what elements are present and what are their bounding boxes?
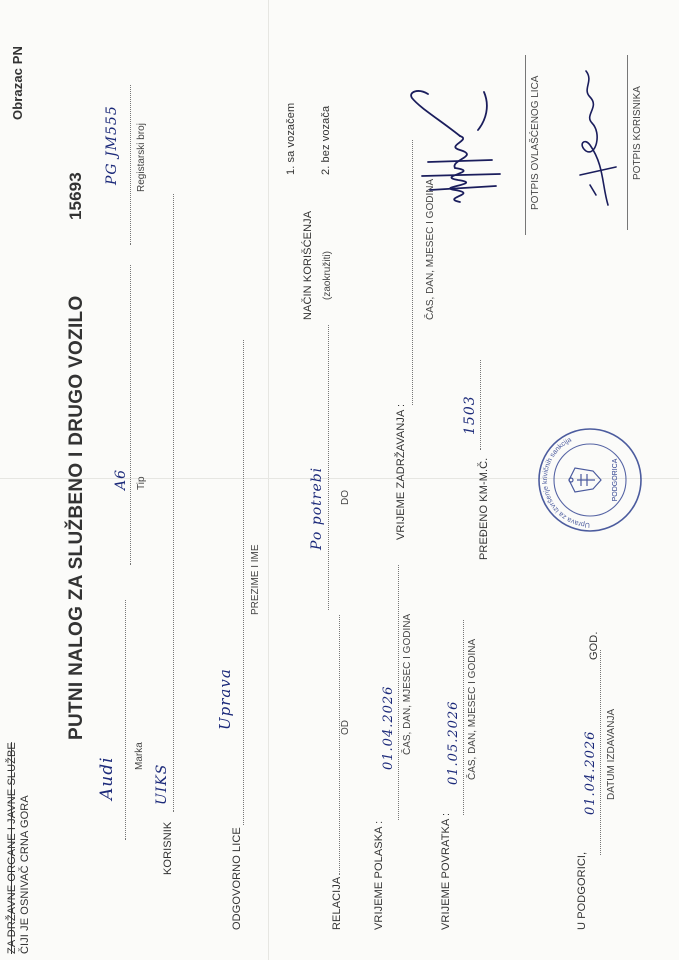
usage-mode-label: NAČIN KORIŠĆENJA	[302, 210, 314, 320]
return-line	[463, 620, 464, 815]
route-to-caption: DO	[340, 490, 351, 505]
departure-caption: ČAS, DAN, MJESEC I GODINA	[402, 613, 413, 755]
coat-of-arms-icon	[569, 468, 601, 492]
authorized-signature-caption: POTPIS OVLAŠĆENOG LICA	[530, 75, 541, 210]
vehicle-brand-line	[125, 600, 126, 840]
registration-line	[130, 85, 131, 245]
authorized-signature	[400, 80, 510, 220]
route-from-caption: OD	[340, 720, 351, 735]
issuer-line-1: ZA DRŽAVNE ORGANE I JAVNE SLUŽBE	[6, 742, 18, 954]
serial-number: 15693	[66, 172, 85, 220]
responsible-line	[243, 340, 244, 825]
stay-caption: ČAS, DAN, MJESEC I GODINA	[425, 178, 436, 320]
stay-label: VRIJEME ZADRŽAVANJA :	[395, 403, 407, 540]
issue-place-label: U PODGORICI,	[576, 851, 588, 930]
user-value: UIKS	[154, 763, 170, 805]
route-to-line	[328, 325, 329, 610]
return-caption: ČAS, DAN, MJESEC I GODINA	[467, 638, 478, 780]
route-from-line	[339, 615, 340, 875]
usage-mode-option-2: 2. bez vozača	[320, 105, 332, 175]
issue-date-line	[600, 650, 601, 855]
issue-date-caption: DATUM IZDAVANJA	[606, 708, 617, 800]
vehicle-type-label: Tip	[136, 476, 147, 490]
distance-label: PREĐENO KM-M.Č.	[478, 457, 490, 560]
vehicle-brand-label: Marka	[134, 742, 145, 770]
registration-label: Registarski broj	[136, 123, 147, 192]
return-value: 01.05.2026	[446, 700, 461, 785]
user-label: KORISNIK	[162, 821, 174, 875]
usage-mode-option-1: 1. sa vozačem	[285, 102, 297, 175]
issuer-line-2: ČIJI JE OSNIVAČ CRNA GORA	[19, 795, 31, 954]
stamp-city: PODGORICA	[612, 458, 619, 502]
stamp-ring-text: Uprava za izvršenje krivičnih sankcija	[541, 436, 591, 529]
return-label: VRIJEME POVRATKA :	[440, 812, 452, 930]
issue-year-suffix: GOD.	[588, 631, 600, 660]
responsible-value: Uprava	[216, 668, 234, 730]
authorized-signature-line	[525, 55, 526, 235]
user-signature	[560, 65, 630, 215]
issue-date-value: 01.04.2026	[583, 730, 598, 815]
responsible-caption: PREZIME I IME	[250, 544, 261, 615]
official-stamp	[535, 425, 645, 535]
departure-value: 01.04.2026	[381, 685, 396, 770]
distance-line	[480, 360, 481, 450]
form-code: Obrazac PN	[10, 46, 25, 120]
user-signature-line	[627, 55, 628, 230]
page-title: PUTNI NALOG ZA SLUŽBENO I DRUGO VOZILO	[66, 295, 87, 740]
user-signature-caption: POTPIS KORISNIKA	[632, 86, 643, 180]
vehicle-type-value: A6	[113, 468, 129, 490]
vehicle-brand-value: Audi	[97, 756, 117, 800]
route-value: Po potrebi	[309, 466, 325, 550]
responsible-label: ODGOVORNO LICE	[231, 827, 243, 930]
departure-label: VRIJEME POLASKA :	[373, 820, 385, 930]
departure-line	[398, 565, 399, 820]
registration-value: PG JM555	[104, 105, 120, 185]
usage-mode-hint: (zaokružiti)	[322, 251, 333, 300]
user-line	[173, 194, 174, 812]
vehicle-type-line	[130, 265, 131, 565]
route-label: RELACIJA	[331, 876, 343, 930]
distance-value: 1503	[462, 395, 478, 435]
